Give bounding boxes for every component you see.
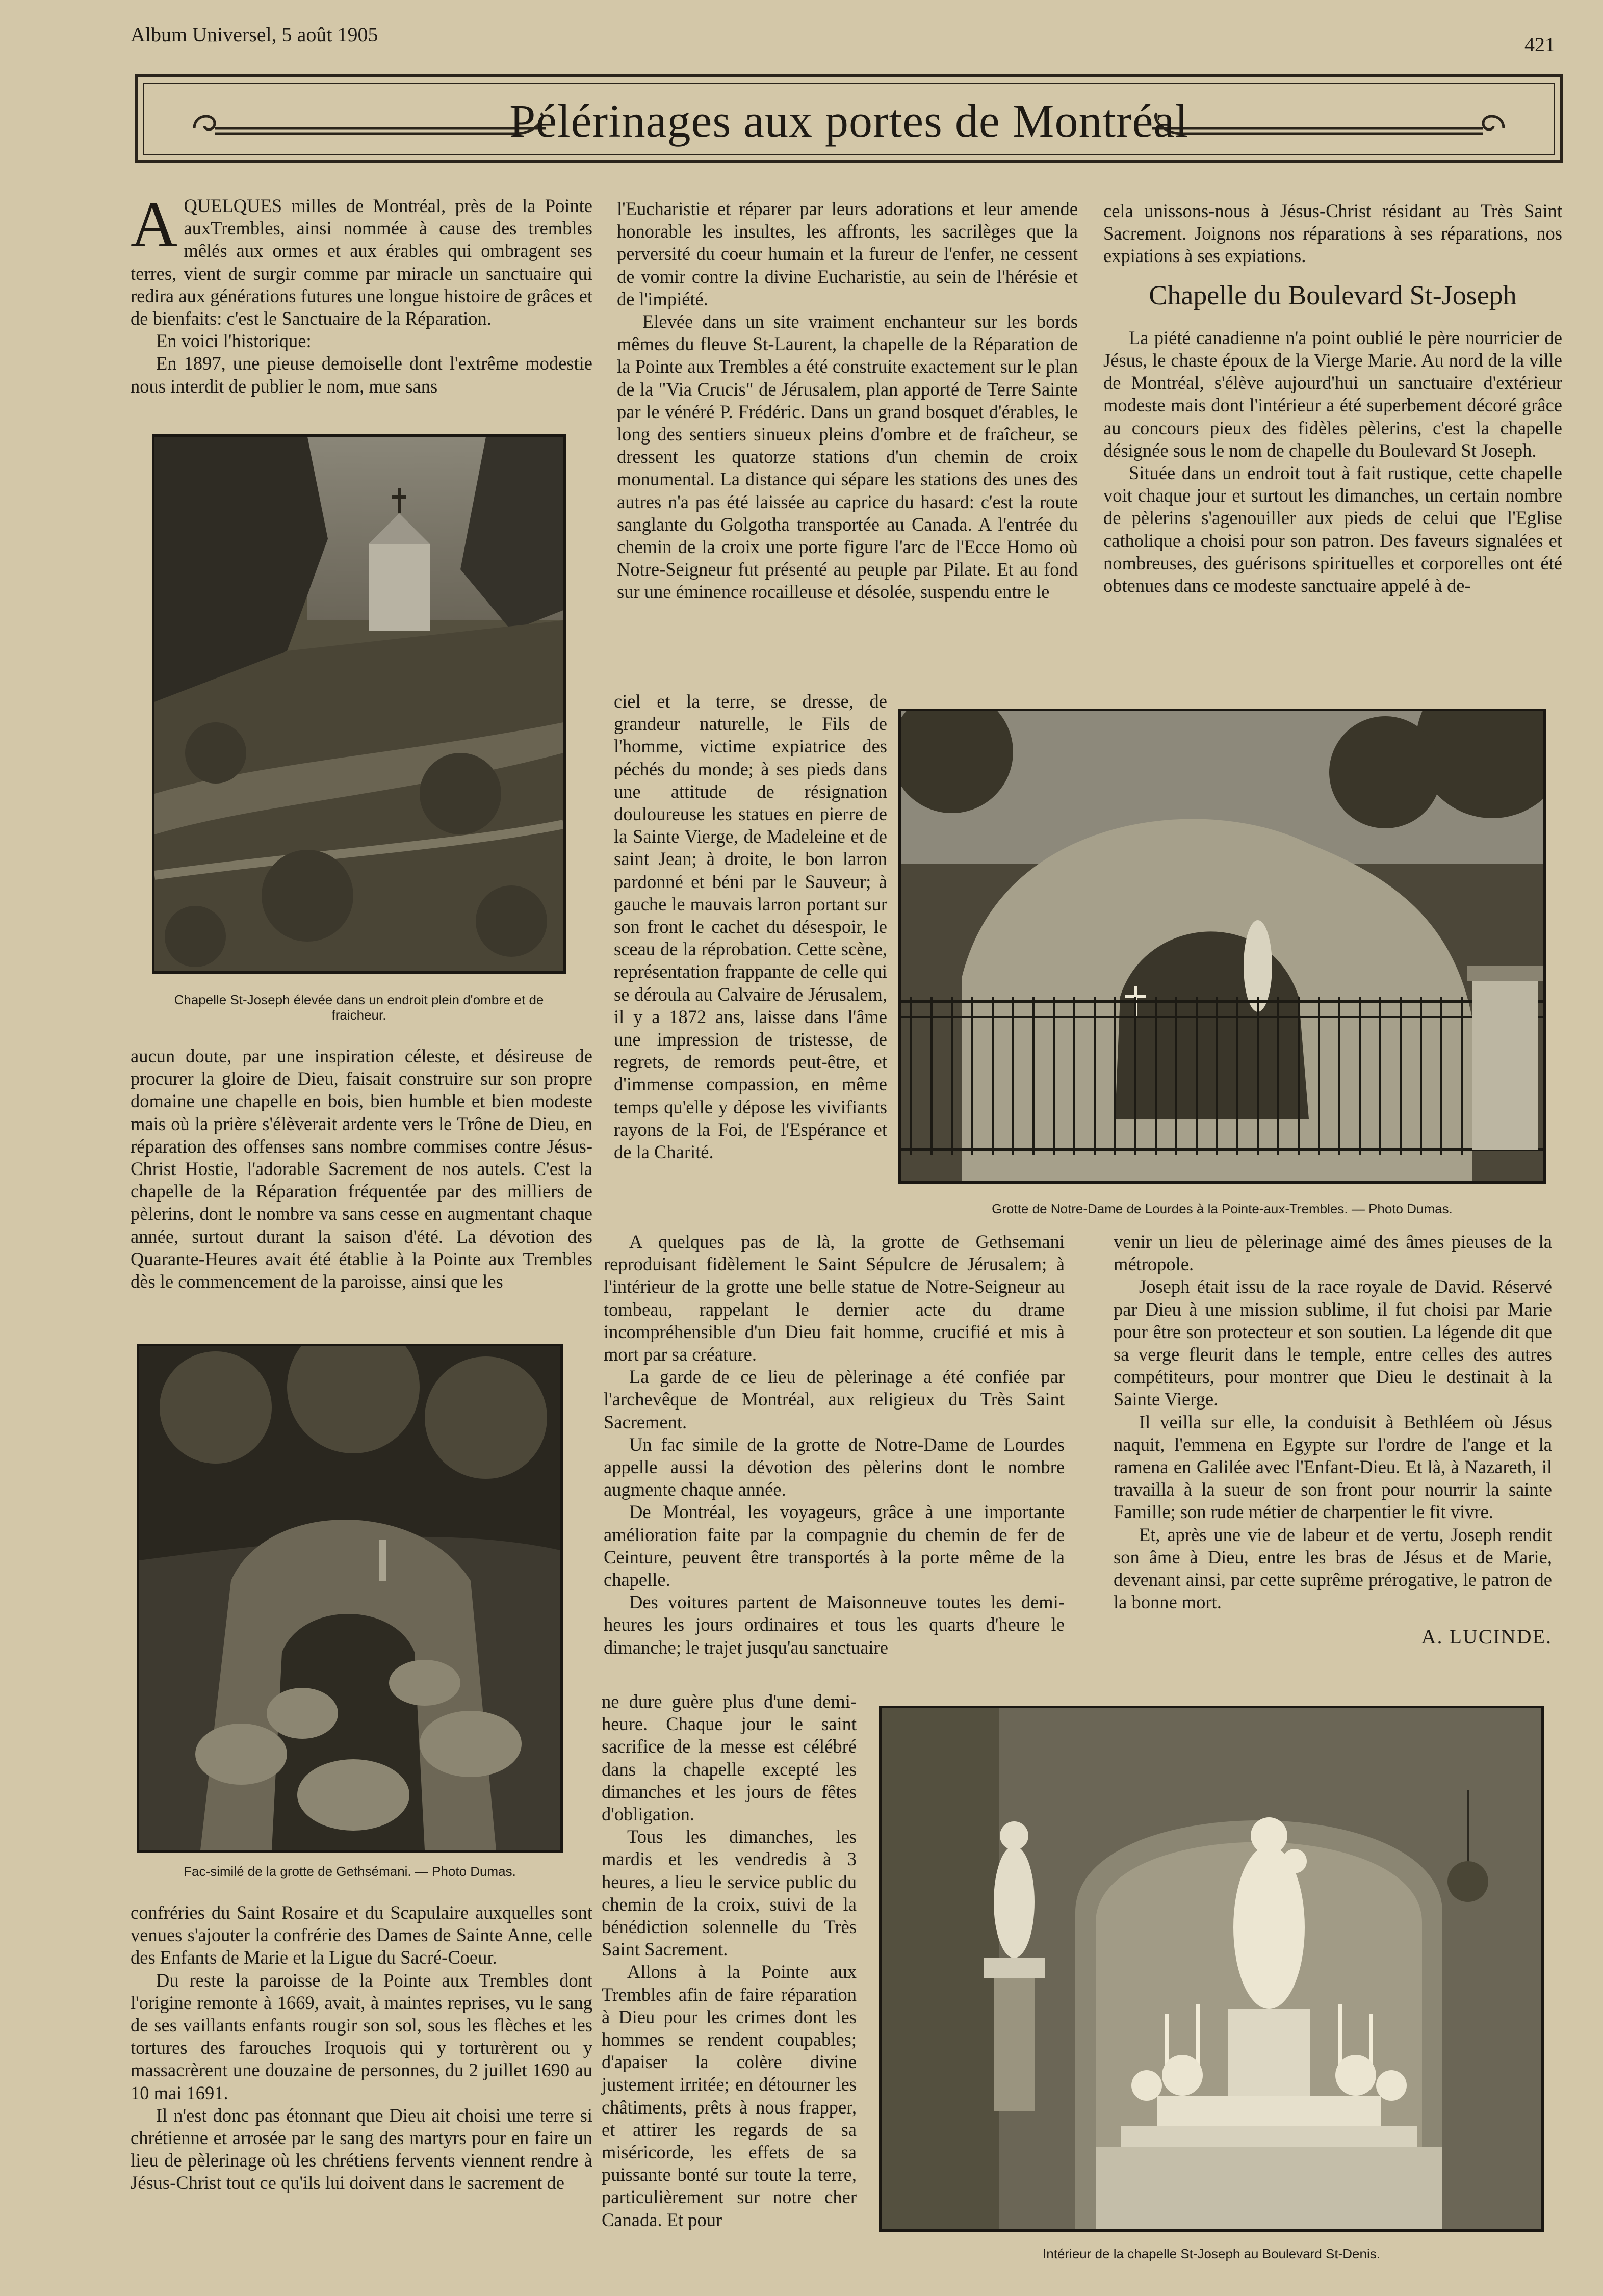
paragraph: ciel et la terre, se dresse, de grandeur naturelle, le Fils de l'homme, victime expiatrice des péchés du monde; à ses pieds dans une attitude de résignation douloureuse les statues en pierre de la Sainte Vierge, de Madeleine et de saint Jean; à droite, le bon larron pardonné et béni par le Sauveur; à gauche le mauvais larron portant sur son front le cachet du désespoir, le sceau de la réprobation. Cette scène, représentation frappante de celle qui se déroula au Calvaire de Jérusalem, il y a 1872 ans, laisse dans l'âme une impression de tristesse, de regrets, de remords peut-être, et d'immense compassion, en même temps qu'elle y dépose les vivifiants rayons de la Foi, de l'Espérance et de la Charité. bbox=[614, 691, 887, 1163]
paragraph: Tous les dimanches, les mardis et les vendredis à 3 heures, a lieu le service public du chemin de la croix, suivi de la bénédiction solennelle du Très Saint Sacrement. bbox=[602, 1826, 857, 1960]
paragraph: De Montréal, les voyageurs, grâce à une importante amélioration faite par la compagnie du chemin de fer de Ceinture, peuvent être transportés à la porte même de la chapelle. bbox=[604, 1501, 1065, 1590]
paragraph: l'Eucharistie et réparer par leurs adorations et leur amende honorable les insultes, les affronts, les sacrilèges que la perversité du coeur humain et la fureur de l'enfer, ne cessent de vomir contre la divine Eucharistie, au sein de l'hérésie et de l'impiété. bbox=[617, 198, 1078, 309]
article-title: Pélérinages aux portes de Montréal bbox=[509, 95, 1188, 147]
title-banner bbox=[135, 74, 1563, 163]
paragraph: La piété canadienne n'a point oublié le père nourricier de Jésus, le chaste époux de la Vierge Marie. Au nord de la ville de Montréal, s'élève aujourd'hui un sanctuaire d'extérieur modeste mais dont l'intérieur a été superbement décoré grâce au concours pieux des fidèles pèlerins, c'est la chapelle désignée sous le nom de chapelle du Boulevard St Joseph. bbox=[1103, 327, 1562, 461]
paragraph: Il veilla sur elle, la conduisit à Bethléem où Jésus naquit, l'emmena en Egypte sur l'ordre de l'ange et la ramena en Galilée avec l'Enfant-Dieu. Et là, à Nazareth, il travailla à la sueur de son front pour nourrir la sainte Famille; son rude métier de charpentier le fit vivre. bbox=[1114, 1411, 1552, 1523]
photo-1-caption: Chapelle St-Joseph élevée dans un endroit plein d'ombre et de fraicheur. bbox=[174, 992, 544, 1023]
chapel-hillside-image bbox=[154, 437, 563, 971]
column-2-upper bbox=[617, 198, 1078, 604]
column-1-bottom bbox=[131, 1901, 592, 2195]
paragraph: Allons à la Pointe aux Trembles afin de faire réparation à Dieu pour les crimes dont les hommes se rendent coupables; d'apaiser la colère divine justement irritée; en détourner les châtiments, prêts à nous frapper, et attirer les regards de sa miséricorde, les effets de sa puissante bonté sur toute la terre, particulièrement sur notre cher Canada. Et pour bbox=[602, 1961, 857, 2230]
paragraph: En voici l'historique: bbox=[156, 330, 312, 352]
lourdes-grotto-image bbox=[901, 711, 1543, 1181]
column-2-narrow bbox=[614, 690, 887, 1163]
paragraph: aucun doute, par une inspiration céleste, et désireuse de procurer la gloire de Dieu, faisait construire sur son propre domaine une chapelle en bois, bien humble et bien modeste mais où la prière s'élèverait ardente vers le Trône de Dieu, en réparation des offenses sans nombre commises contre Jésus-Christ Hostie, l'adorable Sacrement de nos autels. C'est la chapelle de la Réparation fréquentée par des milliers de pèlerins, dont le nombre va sans cesse en augmentant chaque année, surtout durant la saison d'été. La dévotion des Quarante-Heures avait été établie à la Pointe aux Trembles dès le commencement de la paroisse, ainsi que les bbox=[131, 1046, 592, 1292]
section-subtitle: Chapelle du Boulevard St-Joseph bbox=[1149, 279, 1517, 310]
chapel-interior-image bbox=[882, 1708, 1541, 2229]
photo-gethsemani-grotto bbox=[137, 1344, 563, 1853]
column-2-lower bbox=[604, 1231, 1065, 1659]
photo-lourdes-grotto bbox=[898, 709, 1546, 1184]
page-number: 421 bbox=[1524, 33, 1555, 56]
paragraph: QUELQUES milles de Montréal, près de la Pointe auxTrembles, ainsi nommée à cause des trembles mêlés aux ormes et aux érables qui ombragent ses terres, vient de surgir comme par miracle un sanctuaire qui redira aux générations futures une longue histoire de grâces et de bienfaits: c'est le Sanctuaire de la Réparation. bbox=[131, 195, 592, 329]
photo-2-caption: Fac-similé de la grotte de Gethsémani. — Photo Dumas. bbox=[184, 1864, 516, 1879]
running-header: Album Universel, 5 août 1905 bbox=[131, 23, 378, 46]
paragraph: Elevée dans un site vraiment enchanteur sur les bords mêmes du fleuve St-Laurent, la chapelle de la Réparation de la Pointe aux Trembles a été construite exactement sur le plan de la "Via Crucis" de Jérusalem, plan apporté de Terre Sainte par le vénéré P. Frédéric. Dans un grand bosquet d'érables, le long des sentiers sinueux pleins d'ombre et de fraîcheur, se dressent les quatorze stations d'un chemin de croix monumental. La distance qui sépare les stations des unes des autres n'a pas été laissée au caprice du hasard: c'est la route sanglante du Golgotha transportée au Canada. A l'entrée du chemin de la croix une porte figure l'arc de l'Ecce Homo où Notre-Seigneur fut présenté au peuple par Pilate. Et au fond sur une éminence rocailleuse et désolée, suspendu entre le bbox=[617, 311, 1078, 603]
paragraph: Des voitures partent de Maisonneuve toutes les demi-heures les jours ordinaires et tous les quarts d'heure le dimanche; le trajet jusqu'au sanctuaire bbox=[604, 1591, 1065, 1658]
paragraph: Il n'est donc pas étonnant que Dieu ait choisi une terre si chrétienne et arrosée par le sang des martyrs pour en faire un lieu de pèlerinage où les chrétiens fervents viennent rendre à Jésus-Christ tout ce qu'ils lui doivent dans le sacrement de bbox=[131, 2104, 592, 2194]
paragraph: Et, après une vie de labeur et de vertu, Joseph rendit son âme à Dieu, entre les bras de Jésus et de Marie, devenant ainsi, par cette suprême prérogative, le patron de la bonne mort. bbox=[1114, 1524, 1552, 1613]
paragraph: Située dans un endroit tout à fait rustique, cette chapelle voit chaque jour et surtout les dimanches, un certain nombre de pèlerins s'agenouiller aux pieds de celui que l'Eglise catholique a choisi pour son patron. Des faveurs signalées et nombreuses, des guérisons spirituelles et corporelles ont été obtenues dans ce modeste sanctuaire appelé à de- bbox=[1103, 462, 1562, 596]
paragraph: Joseph était issu de la race royale de David. Réservé par Dieu à une mission sublime, il fut choisi par Marie pour être son protecteur et son soutien. La légende dit que sa verge fleurit dans le temple, entre celles des autres compétiteurs, pour montrer que Dieu le destinait à la Sainte Vierge. bbox=[1114, 1276, 1552, 1410]
paragraph: La garde de ce lieu de pèlerinage a été confiée par l'archevêque de Montréal, aux religieux du Très Saint Sacrement. bbox=[604, 1366, 1065, 1432]
paragraph: Du reste la paroisse de la Pointe aux Trembles dont l'origine remonte à 1669, avait, à maintes reprises, vu le sang de ses vaillants enfants rougir son sol, sous les flèches et les tortures des farouches Iroquois qui y torturèrent ou y massacrèrent une douzaine de personnes, du 2 juillet 1690 au 10 mai 1691. bbox=[131, 1969, 592, 2103]
photo-3-caption: Grotte de Notre-Dame de Lourdes à la Pointe-aux-Trembles. — Photo Dumas. bbox=[992, 1201, 1453, 1216]
photo-chapel-interior bbox=[879, 1706, 1544, 2232]
paragraph: A quelques pas de là, la grotte de Gethsemani reproduisant fidèlement le Saint Sépulcre de Jérusalem; à l'intérieur de la grotte une belle statue de Notre-Seigneur au tombeau, rappelant le dernier acte du drame incompréhensible d'un Dieu fait homme, crucifié et mis à mort par sa créature. bbox=[604, 1231, 1065, 1365]
paragraph: cela unissons-nous à Jésus-Christ résidant au Très Saint Sacrement. Joignons nos réparations à ses réparations, nos expiations à ses expiations. bbox=[1103, 200, 1562, 267]
photo-chapel-st-joseph bbox=[152, 434, 566, 974]
drop-cap: A bbox=[131, 188, 178, 260]
paragraph: confréries du Saint Rosaire et du Scapulaire auxquelles sont venues s'ajouter la confrérie des Dames de Sainte Anne, celle des Enfants de Marie et la Ligue du Sacré-Coeur. bbox=[131, 1902, 592, 1968]
author-signature: A. LUCINDE. bbox=[1421, 1625, 1552, 1649]
paragraph: ne dure guère plus d'une demi-heure. Chaque jour le saint sacrifice de la messe est célébré dans la chapelle excepté les dimanches et les jours de fêtes d'obligation. bbox=[602, 1691, 857, 1825]
photo-4-caption: Intérieur de la chapelle St-Joseph au Boulevard St-Denis. bbox=[1043, 2246, 1380, 2261]
grotto-image bbox=[139, 1346, 560, 1850]
column-3-lower bbox=[1114, 1231, 1552, 1649]
column-2-narrow-bottom bbox=[602, 1690, 857, 2231]
column-1-middle bbox=[131, 1045, 592, 1293]
column-3-top bbox=[1103, 200, 1562, 597]
paragraph: Un fac simile de la grotte de Notre-Dame de Lourdes appelle aussi la dévotion des pèlerins dont le nombre augmente chaque année. bbox=[604, 1433, 1065, 1500]
paragraph: venir un lieu de pèlerinage aimé des âmes pieuses de la métropole. bbox=[1114, 1231, 1552, 1275]
paragraph: En 1897, une pieuse demoiselle dont l'extrême modestie nous interdit de publier le nom, mue sans bbox=[131, 353, 592, 397]
column-1-top bbox=[131, 188, 592, 398]
